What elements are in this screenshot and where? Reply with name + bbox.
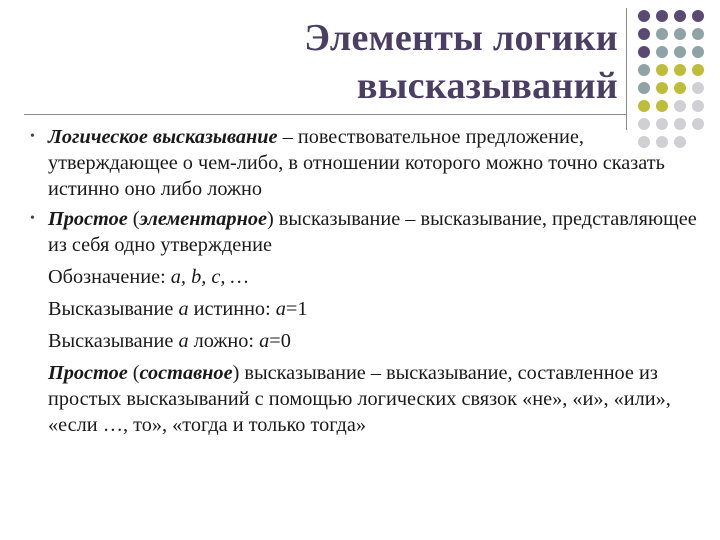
paren-open: ( — [127, 362, 140, 384]
bullet-icon: • — [30, 211, 35, 226]
text: Высказывание — [48, 330, 179, 352]
text: истинно: — [188, 298, 276, 320]
decorative-dot — [692, 82, 704, 94]
paren-open: ( — [127, 208, 140, 230]
title-line-2: высказываний — [356, 65, 618, 107]
decorative-dot — [638, 10, 650, 22]
text: Высказывание — [48, 298, 179, 320]
notation-line — [30, 264, 710, 290]
bullet-icon: • — [30, 129, 35, 144]
text: ложно: — [188, 330, 260, 352]
term-simple: Простое — [48, 362, 128, 384]
decorative-dot — [656, 82, 668, 94]
decorative-dot — [674, 82, 686, 94]
decorative-dot — [692, 10, 704, 22]
decorative-dot — [674, 10, 686, 22]
var-a: a — [275, 298, 286, 320]
definition-text: ) высказывание – высказывание, представляющее из себя одно утверждение — [48, 208, 697, 256]
decorative-dot — [638, 64, 650, 76]
var-a: a — [259, 330, 270, 352]
decorative-dot — [674, 64, 686, 76]
notation-label: Обозначение: — [48, 266, 171, 288]
definition-text: – повествовательное предложение, утверждающее о чем-либо, в отношении которого можно точно сказать истинно оно либо ложно — [48, 126, 665, 200]
decorative-dot — [692, 100, 704, 112]
decorative-dot — [656, 100, 668, 112]
decorative-dot — [638, 100, 650, 112]
decorative-dot — [692, 28, 704, 40]
decorative-dot — [656, 64, 668, 76]
slide-title — [158, 14, 618, 110]
var-a: a — [178, 330, 189, 352]
decorative-dot — [638, 28, 650, 40]
value: =0 — [269, 330, 291, 352]
definition-compound-statement — [30, 360, 710, 438]
decorative-dot — [656, 46, 668, 58]
definition-text: ) высказывание – высказывание, составленное из простых высказываний с помощью логических связок «не», «и», «или», «если …, то», «тогда и только тогда» — [48, 362, 671, 436]
slide-body — [30, 124, 710, 442]
term-simple: Простое — [48, 208, 128, 230]
true-statement-line — [30, 296, 710, 322]
var-a: a — [178, 298, 189, 320]
definition-simple-statement — [30, 206, 710, 258]
decorative-dot — [674, 100, 686, 112]
false-statement-line — [30, 328, 710, 354]
decorative-dot — [692, 64, 704, 76]
decorative-dot — [674, 46, 686, 58]
title-vertical-divider — [626, 8, 627, 130]
term-compound: составное — [139, 362, 233, 384]
notation-vars: a, b, c, … — [170, 266, 249, 288]
term-elementary: элементарное — [139, 208, 267, 230]
value: =1 — [285, 298, 308, 320]
title-line-1: Элементы логики — [304, 17, 618, 59]
decorative-dot — [638, 82, 650, 94]
decorative-dot — [656, 28, 668, 40]
decorative-dot — [674, 28, 686, 40]
definition-logical-statement — [30, 124, 710, 202]
title-horizontal-divider — [24, 114, 627, 115]
term-logical-statement: Логическое высказывание — [48, 126, 278, 148]
decorative-dot — [638, 46, 650, 58]
decorative-dot — [656, 10, 668, 22]
decorative-dot — [692, 46, 704, 58]
